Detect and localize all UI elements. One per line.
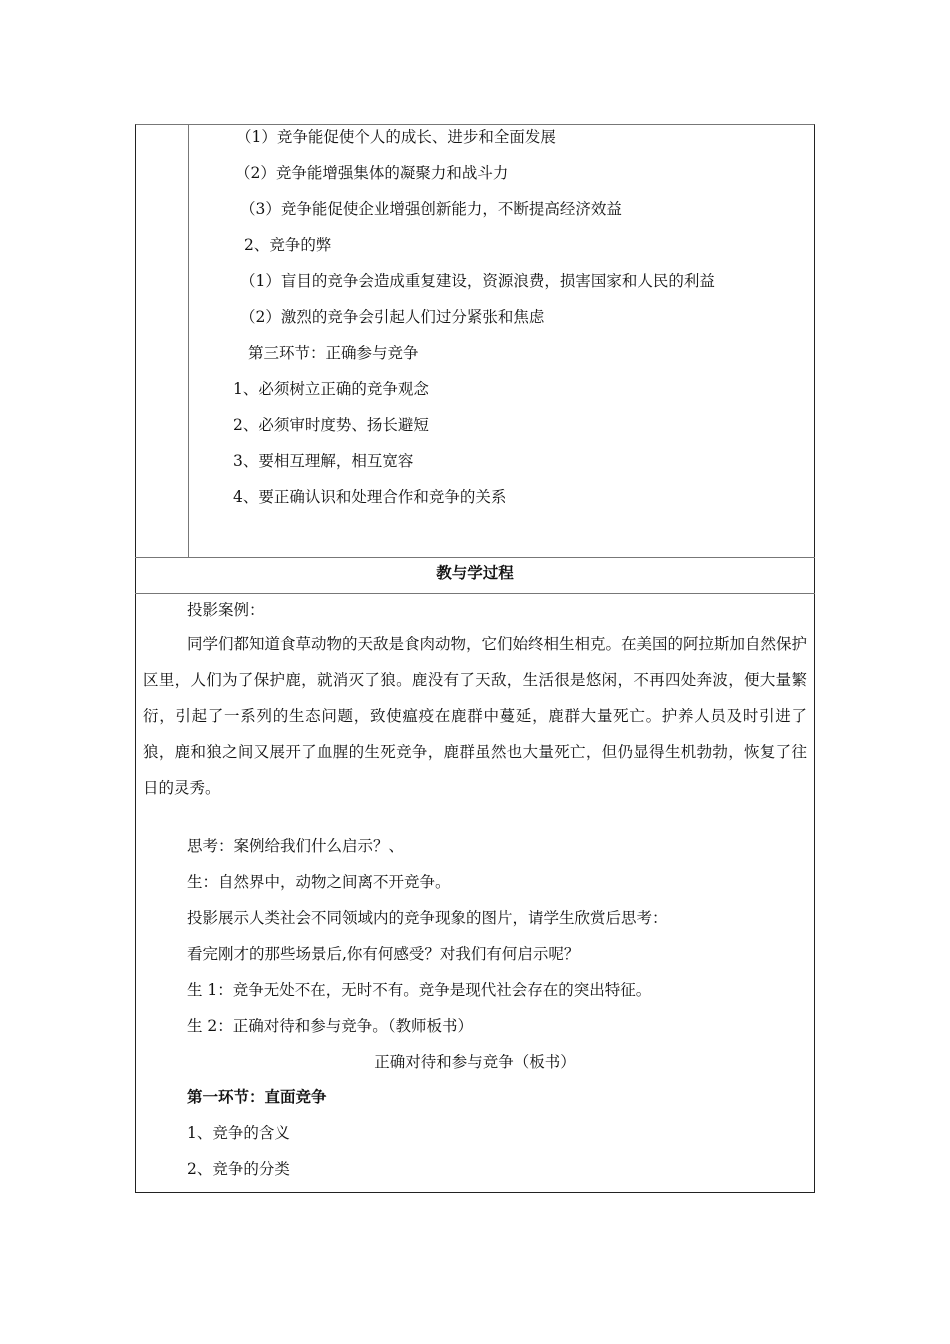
- think-question: 思考：案例给我们什么启示？、: [187, 837, 405, 855]
- stage3-item-3: 3、要相互理解，相互宽容: [233, 452, 414, 470]
- student1-answer: 生 1：竞争无处不在，无时不有。竞争是现代社会存在的突出特征。: [187, 981, 652, 999]
- column-divider: [188, 124, 189, 558]
- stage1-item-2: 2、竞争的分类: [187, 1160, 290, 1178]
- stage3-item-4: 4、要正确认识和处理合作和竞争的关系: [233, 488, 507, 506]
- student2-answer: 生 2：正确对待和参与竞争。（教师板书）: [187, 1017, 474, 1035]
- stage3-heading: 第三环节：正确参与竞争: [248, 344, 419, 362]
- advantage-line-3: （3）竞争能促使企业增强创新能力，不断提高经济效益: [240, 200, 622, 218]
- disadvantage-line-1: （1）盲目的竞争会造成重复建设，资源浪费，损害国家和人民的利益: [240, 272, 715, 290]
- student-answer: 生：自然界中，动物之间离不开竞争。: [187, 873, 451, 891]
- section-header: 教与学过程: [436, 564, 514, 582]
- disadvantage-line-2: （2）激烈的竞争会引起人们过分紧张和焦虑: [240, 308, 545, 326]
- case-paragraph: 同学们都知道食草动物的天敌是食肉动物，它们始终相生相克。在美国的阿拉斯加自然保护区里，人们为了保护鹿，就消灭了狼。鹿没有了天敌，生活很是悠闲，不再四处奔波，便大量繁衍，引起了一系列的生态问题，致使瘟疫在鹿群中蔓延，鹿群大量死亡。护养人员及时引进了狼，鹿和狼之间又展开了血腥的生死竞争，鹿群虽然也大量死亡，但仍显得生机勃勃，恢复了往日的灵秀。: [143, 635, 808, 797]
- reflection-question: 看完刚才的那些场景后,你有何感受？对我们有何启示呢？: [187, 945, 580, 963]
- case-label: 投影案例：: [187, 601, 265, 619]
- advantage-line-1: （1）竞争能促使个人的成长、进步和全面发展: [236, 128, 556, 146]
- advantage-line-2: （2）竞争能增强集体的凝聚力和战斗力: [235, 164, 509, 182]
- stage1-heading: 第一环节：直面竞争: [187, 1088, 327, 1106]
- stage3-item-1: 1、必须树立正确的竞争观念: [233, 380, 429, 398]
- stage3-item-2: 2、必须审时度势、扬长避短: [233, 416, 429, 434]
- header-bottom-rule: [135, 593, 815, 594]
- board-title: 正确对待和参与竞争（板书）: [374, 1053, 576, 1071]
- projection-instruction: 投影展示人类社会不同领域内的竞争现象的图片，请学生欣赏后思考：: [187, 909, 668, 927]
- stage1-item-1: 1、竞争的含义: [187, 1124, 290, 1142]
- disadvantage-heading: 2、竞争的弊: [244, 236, 332, 254]
- header-top-rule: [135, 557, 815, 558]
